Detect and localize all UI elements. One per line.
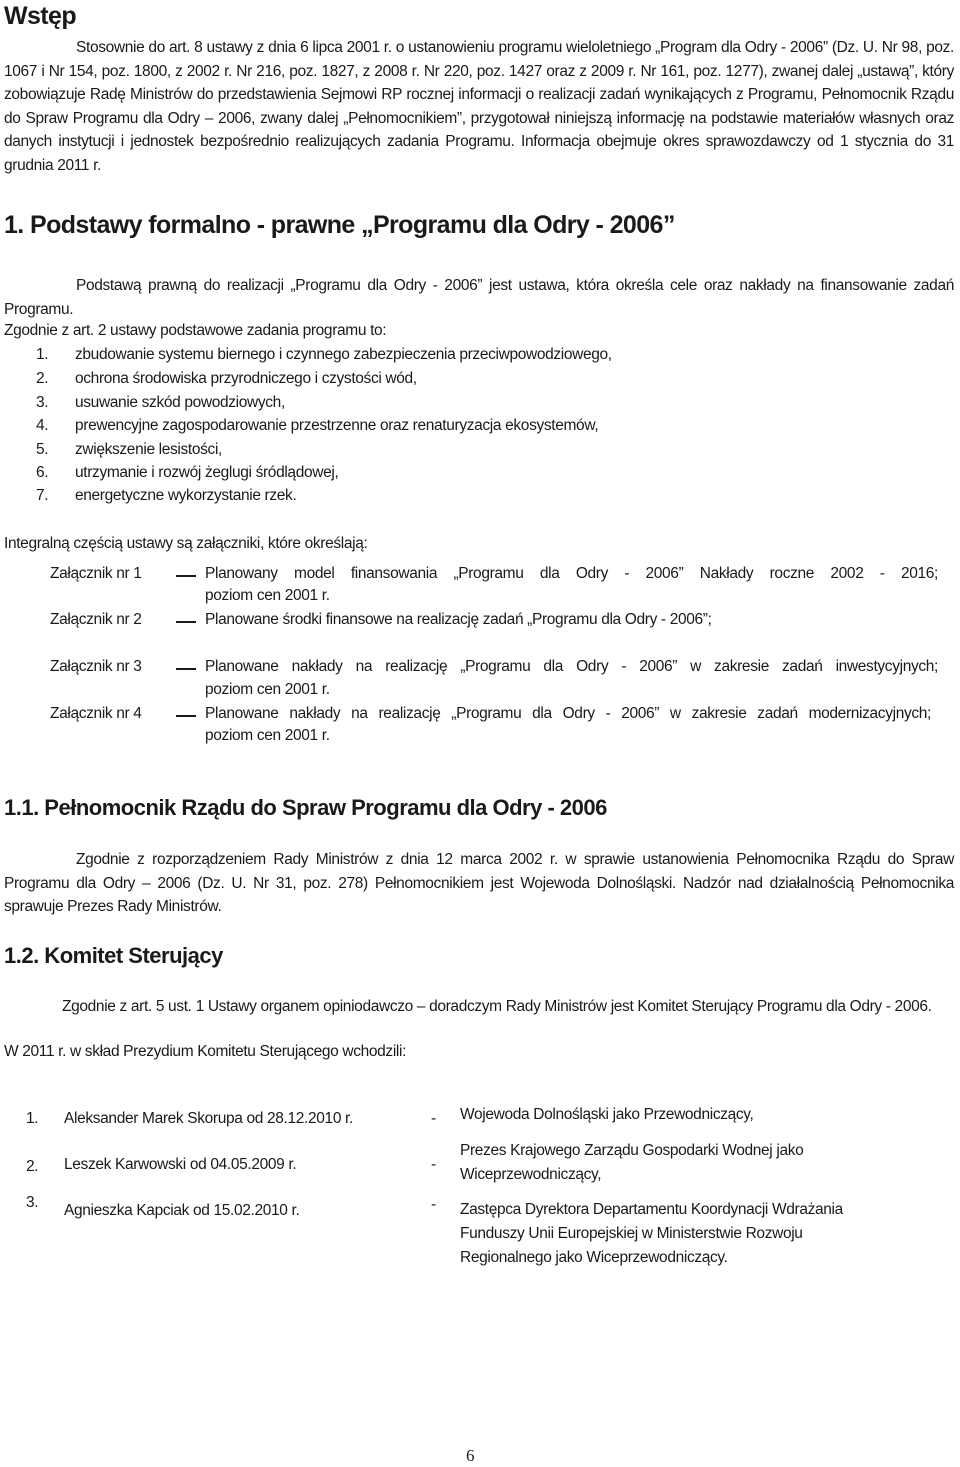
member-name: Leszek Karwowski od 04.05.2009 r. xyxy=(64,1156,297,1173)
list-item: usuwanie szkód powodziowych, xyxy=(75,394,285,411)
annex-description-cont: poziom cen 2001 r. xyxy=(205,681,330,698)
tasks-intro: Zgodnie z art. 2 ustawy podstawowe zadania programu to: xyxy=(4,322,387,339)
member-role: Prezes Krajowego Zarządu Gospodarki Wodnej jako xyxy=(460,1142,804,1159)
annex-description: Planowany model finansowania „Programu dla Odry - 2006” Nakłady roczne 2002 - 2016; xyxy=(205,565,938,582)
member-role-cont: Wiceprzewodniczący, xyxy=(460,1166,602,1183)
list-item-number: 2. xyxy=(36,370,49,387)
dash-separator xyxy=(176,715,196,717)
section1-heading: 1. Podstawy formalno - prawne „Programu dla Odry - 2006” xyxy=(4,211,675,239)
list-item-number: 3. xyxy=(36,394,49,411)
member-name: Agnieszka Kapciak od 15.02.2010 r. xyxy=(64,1202,300,1219)
section1-paragraph-text: Podstawą prawną do realizacji „Programu dla Odry - 2006” jest ustawa, która określa cele oraz nakłady na finansowanie zadań Programu. xyxy=(4,277,954,318)
member-role-cont: Regionalnego jako Wiceprzewodniczący. xyxy=(460,1249,728,1266)
list-item-number: 5. xyxy=(36,441,49,458)
presidium-intro: W 2011 r. w skład Prezydium Komitetu Sterującego wchodzili: xyxy=(4,1043,407,1060)
list-item: zbudowanie systemu biernego i czynnego zabezpieczenia przeciwpowodziowego, xyxy=(75,346,612,363)
member-number: 1. xyxy=(26,1110,39,1127)
list-item-number: 6. xyxy=(36,464,49,481)
annex-label: Załącznik nr 3 xyxy=(50,658,142,675)
list-item-number: 1. xyxy=(36,346,49,363)
list-item: zwiększenie lesistości, xyxy=(75,441,223,458)
member-role: Zastępca Dyrektora Departamentu Koordynacji Wdrażania xyxy=(460,1201,843,1218)
member-name: Aleksander Marek Skorupa od 28.12.2010 r. xyxy=(64,1110,353,1127)
intro-heading: Wstęp xyxy=(4,2,77,30)
member-separator: - xyxy=(431,1196,436,1213)
member-separator: - xyxy=(431,1110,436,1127)
member-separator: - xyxy=(431,1156,436,1173)
annex-description: Planowane nakłady na realizację „Programu dla Odry - 2006” w zakresie zadań inwestycyjnych; xyxy=(205,658,938,675)
section12-paragraph xyxy=(4,995,954,1019)
section12-paragraph-text: Zgodnie z art. 5 ust. 1 Ustawy organem opiniodawczo – doradczym Rady Ministrów jest Komitet Sterujący Programu dla Odry - 2006. xyxy=(62,998,932,1015)
annex-description-cont: poziom cen 2001 r. xyxy=(205,727,330,744)
section11-paragraph xyxy=(4,848,954,919)
member-number: 2. xyxy=(26,1158,39,1175)
member-role: Wojewoda Dolnośląski jako Przewodniczący, xyxy=(460,1106,754,1123)
list-item: utrzymanie i rozwój żeglugi śródlądowej, xyxy=(75,464,339,481)
annex-description: Planowane środki finansowe na realizację zadań „Programu dla Odry - 2006”; xyxy=(205,611,712,628)
list-item: energetyczne wykorzystanie rzek. xyxy=(75,487,297,504)
annexes-intro: Integralną częścią ustawy są załączniki, które określają: xyxy=(4,535,368,552)
annex-description-cont: poziom cen 2001 r. xyxy=(205,587,330,604)
section11-paragraph-text: Zgodnie z rozporządzeniem Rady Ministrów z dnia 12 marca 2002 r. w sprawie ustanowienia Pełnomocnika Rządu do Spraw Programu dla Odry – 2006 (Dz. U. Nr 31, poz. 278) Pełnomocnikiem jest Wojewoda Dolnośląski. Nadzór nad działalnością Pełnomocnika sprawuje Prezes Rady Ministrów. xyxy=(4,851,954,915)
dash-separator xyxy=(176,575,196,577)
annex-label: Załącznik nr 4 xyxy=(50,705,142,722)
annex-label: Załącznik nr 2 xyxy=(50,611,142,628)
list-item: ochrona środowiska przyrodniczego i czystości wód, xyxy=(75,370,417,387)
list-item: prewencyjne zagospodarowanie przestrzenne oraz renaturyzacja ekosystemów, xyxy=(75,417,599,434)
intro-paragraph xyxy=(4,36,954,177)
list-item-number: 7. xyxy=(36,487,49,504)
section11-heading: 1.1. Pełnomocnik Rządu do Spraw Programu dla Odry - 2006 xyxy=(4,795,607,820)
dash-separator xyxy=(176,668,196,670)
list-item-number: 4. xyxy=(36,417,49,434)
page-number: 6 xyxy=(466,1446,475,1465)
dash-separator xyxy=(176,621,196,623)
member-role-cont: Funduszy Unii Europejskiej w Ministerstwie Rozwoju xyxy=(460,1225,803,1242)
annex-label: Załącznik nr 1 xyxy=(50,565,142,582)
section1-paragraph xyxy=(4,274,954,321)
intro-paragraph-text: Stosownie do art. 8 ustawy z dnia 6 lipca 2001 r. o ustanowieniu programu wieloletniego „Program dla Odry - 2006” (Dz. U. Nr 98, poz. 1067 i Nr 154, poz. 1800, z 2002 r. Nr 216, poz. 1827, z 2008 r. Nr 220, poz. 1427 oraz z 2009 r. Nr 161, poz. 1277), zwanej dalej „ustawą”, który zobowiązuje Radę Ministrów do przedstawienia Sejmowi RP rocznej informacji o realizacji zadań wynikających z Programu, Pełnomocnik Rządu do Spraw Programu dla Odry – 2006, zwany dalej „Pełnomocnikiem”, przygotował niniejszą informację na podstawie materiałów własnych oraz danych instytucji i jednostek bezpośrednio realizujących zadania Programu. Informacja obejmuje okres sprawozdawczy od 1 stycznia do 31 grudnia 2011 r. xyxy=(4,39,954,174)
annex-description: Planowane nakłady na realizację „Programu dla Odry - 2006” w zakresie zadań modernizacyjnych; xyxy=(205,705,931,722)
section12-heading: 1.2. Komitet Sterujący xyxy=(4,943,223,968)
member-number: 3. xyxy=(26,1194,39,1211)
